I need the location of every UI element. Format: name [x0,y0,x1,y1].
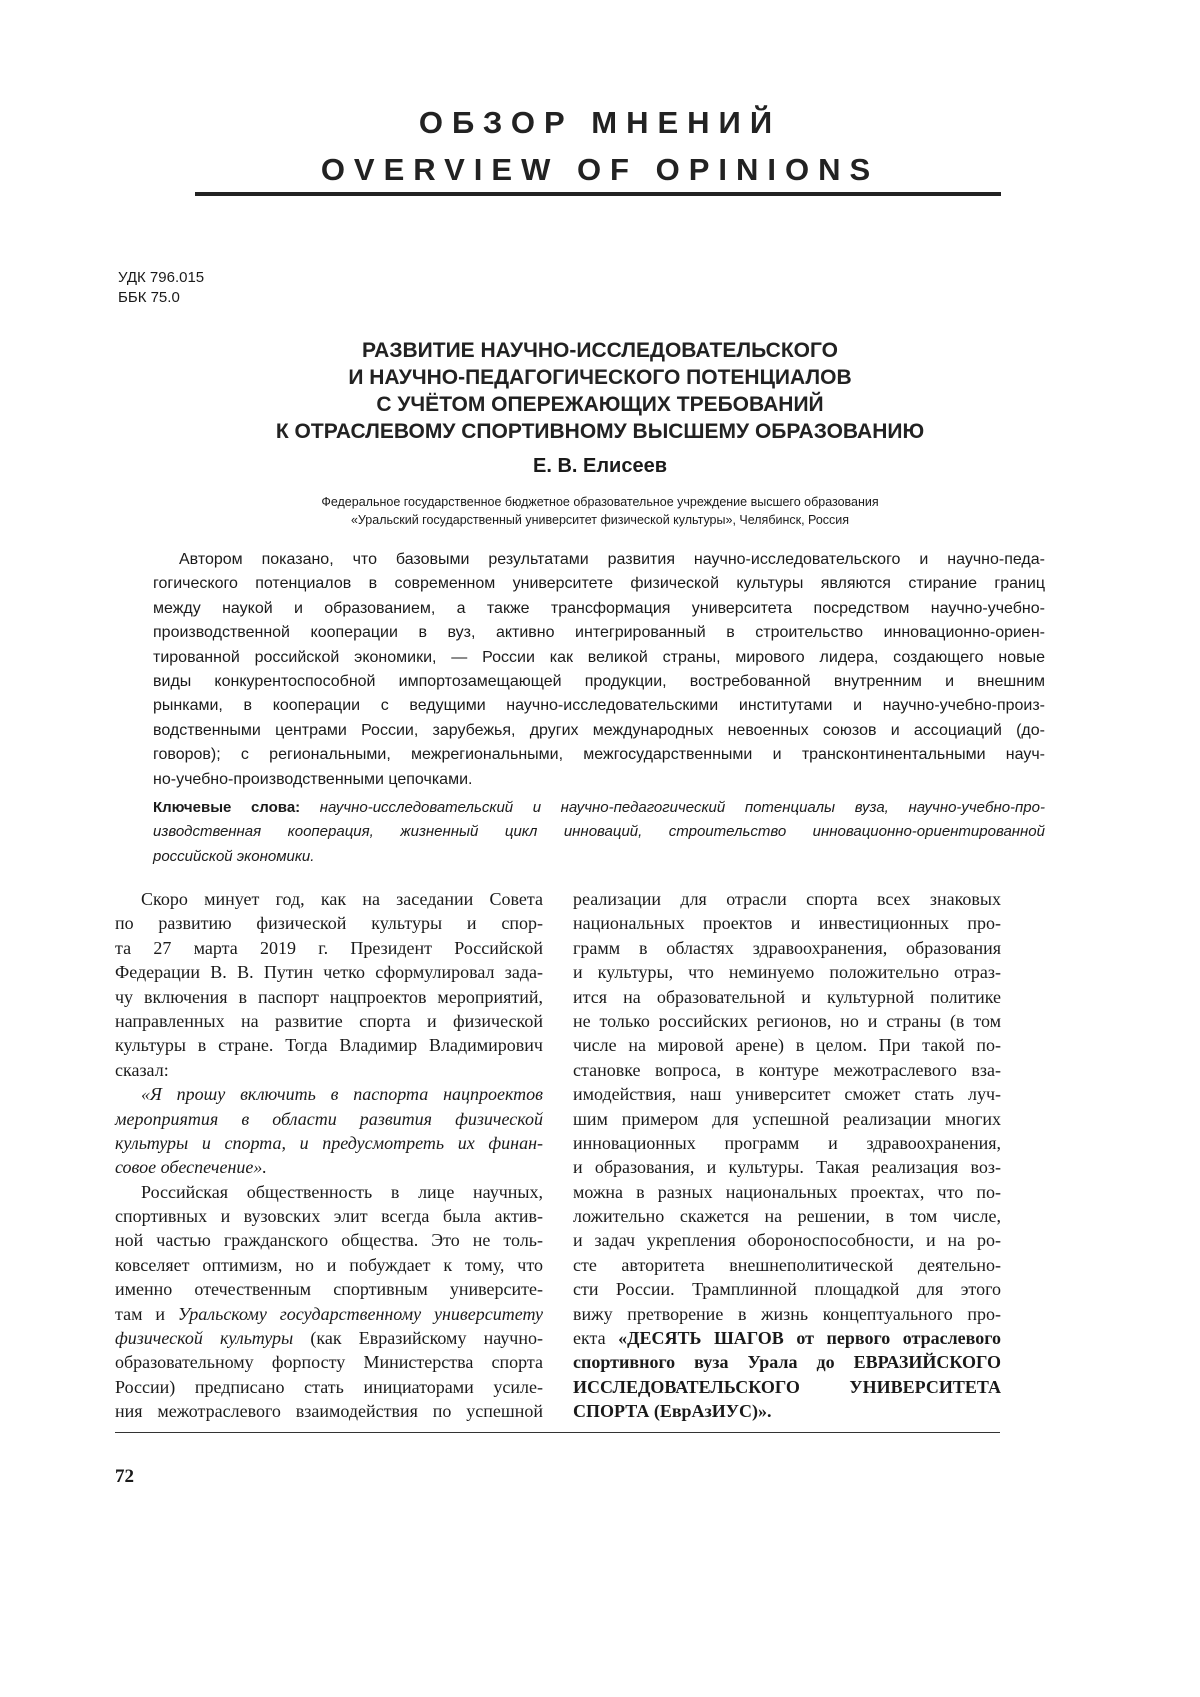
text-segment: екта [573,1328,619,1349]
text-line-content [153,719,1045,743]
bold-text: Ключевые слова: [153,799,320,816]
text-line-content [115,936,543,960]
text-line [573,1082,1001,1106]
text-line-content [573,1107,1001,1131]
text-line [115,1009,543,1033]
text-line [573,911,1001,935]
text-line [115,1180,543,1204]
bbk-code: ББК 75.0 [118,289,180,306]
text-line-content [115,1302,543,1326]
text-line [573,1253,1001,1277]
text-line [153,670,1045,694]
text-line-content [573,1204,1001,1228]
text-line [115,1253,543,1277]
italic-text: «Я прошу включить в паспорта нацпроектов [141,1084,543,1105]
text-line [115,1350,543,1374]
text-line-content [153,621,1045,645]
text-line-content [115,1326,543,1350]
text-line [573,1058,1001,1082]
text-line [573,960,1001,984]
text-line-content [573,1228,1001,1252]
text-line [115,1326,543,1350]
text-segment: водственными центрами России, зарубежья, других международных невоенных союзов и ассоциаций (до- [153,721,1045,739]
article-title-line: К ОТРАСЛЕВОМУ СПОРТИВНОМУ ВЫСШЕМУ ОБРАЗОВАНИЮ [275,420,925,443]
text-segment: Скоро минует год, как на заседании Совета [141,889,543,909]
text-line-content [573,1058,1001,1082]
text-line-content [573,1009,1001,1033]
text-segment: становке вопроса, в контуре межотраслевого вза- [573,1059,1001,1080]
text-line [573,1180,1001,1204]
text-line [115,1302,543,1326]
text-segment: производственной кооперации в вуз, активно интегрированный в строительство инновационно-ориен- [153,624,1045,642]
text-line-content [153,646,1045,670]
footer-rule [115,1432,1000,1433]
text-segment: Автором показано, что базовыми результатами развития научно-исследовательского и научно-педа- [179,551,1045,568]
text-segment: гогического потенциалов в современном университете физической культуры являются стирание границ [153,575,1045,593]
text-line-content [115,1033,543,1057]
text-line [115,1082,543,1106]
text-line [153,719,1045,743]
section-title-en: OVERVIEW OF OPINIONS [320,152,880,187]
text-line [573,1155,1001,1179]
text-segment: и задач укрепления обороноспособности, и на ро- [573,1230,1001,1251]
text-line-content [573,1302,1001,1326]
text-line-content [115,1155,267,1179]
header-rule [195,192,1001,196]
text-line [115,1058,543,1082]
text-line [573,985,1001,1009]
text-line-content [573,1155,1001,1179]
text-segment: грамм в областях здравоохранения, образования [573,937,1001,958]
text-line-content [115,1253,543,1277]
text-line-content [153,768,472,792]
text-segment: та 27 марта 2019 г. Президент Российской [115,937,543,958]
text-segment: именно отечественным спортивным университе- [115,1279,543,1300]
text-line [573,1228,1001,1252]
text-segment: культуры в стране. Тогда Владимир Владимирович [115,1035,543,1056]
keywords [153,796,1045,869]
text-line [153,845,1045,869]
affiliation-line: «Уральский государственный университет физической культуры», Челябинск, Россия [350,513,850,527]
text-line [573,1107,1001,1131]
text-segment: вижу претворение в жизнь концептуального про- [573,1303,1001,1324]
italic-text: культуры и спорта, и предусмотреть их финан- [115,1132,543,1153]
text-line-content [573,1180,1001,1204]
text-line [153,768,1045,792]
text-line-content [115,1375,543,1399]
affiliation [0,493,1200,529]
text-line-content [115,1228,543,1252]
text-line [573,1204,1001,1228]
text-line-content [573,985,1001,1009]
text-line-content [573,1399,772,1423]
text-line [153,694,1045,718]
author-name: Е. В. Елисеев [532,455,667,477]
text-line [153,572,1045,596]
italic-text: научно-исследовательский и научно-педагогический потенциалы вуза, научно-учебно-про- [319,799,1045,816]
page-number: 72 [115,1466,134,1487]
text-line [115,1277,543,1301]
text-line-content [153,796,1045,820]
text-line-content [115,911,543,935]
text-line [153,548,1045,572]
text-segment: (как Евразийскому научно- [293,1328,543,1349]
text-segment: национальных проектов и инвестиционных про- [573,913,1001,934]
text-line-content [573,1033,1001,1057]
text-segment: не только российских регионов, но и страны (в том [573,1010,1001,1031]
text-segment: Российская общественность в лице научных, [141,1181,543,1202]
text-line-content [141,887,543,911]
text-segment: чу включения в паспорт нацпроектов мероприятий, [115,986,543,1007]
text-line-content [573,1326,1001,1350]
text-line-content [115,1131,543,1155]
text-line-content [153,743,1045,767]
text-line-content [573,1350,1001,1374]
italic-text: российской экономики. [153,847,315,865]
text-line-content [573,1131,1001,1155]
text-line-content [153,597,1045,621]
text-line [153,743,1045,767]
text-segment: ложительно скажется на решении, в том числе, [573,1206,1001,1227]
text-segment: рынками, в кооперации с ведущими научно-исследовательскими институтами и научно-учебно-произ- [153,697,1045,715]
text-line [115,1204,543,1228]
text-line-content [153,572,1045,596]
text-line [153,820,1045,844]
text-segment: ится на образовательной и культурной политике [573,986,1001,1007]
italic-text: изводственная кооперация, жизненный цикл инноваций, строительство инновационно-ориентированной [153,823,1045,841]
body-column-left [115,887,543,1424]
body-column-right [573,887,1001,1424]
text-segment: реализации для отрасли спорта всех знаковых [573,889,1001,909]
text-line [573,1350,1001,1374]
text-segment: направленных на развитие спорта и физической [115,1010,543,1031]
text-segment: говоров); с региональными, межрегиональными, межгосударственными и трансконтинентальными науч- [153,746,1045,764]
text-segment: но-учебно-производственными цепочками. [153,770,473,788]
text-segment: сти России. Трамплинной площадкой для этого [573,1279,1001,1300]
text-segment: ния межотраслевого взаимодействия по успешной [115,1401,543,1422]
text-line [115,1155,543,1179]
text-line [115,1228,543,1252]
text-line [115,936,543,960]
text-segment: сказал: [115,1059,169,1080]
text-segment: России) предписано стать инициаторами усиле- [115,1376,543,1397]
bold-text: «ДЕСЯТЬ ШАГОВ от первого отраслевого [618,1328,1001,1349]
text-line-content [573,1277,1001,1301]
text-line [573,887,1001,911]
text-line-content [153,694,1045,718]
text-segment: тированной российской экономики, — России как великой страны, мирового лидера, создающего новые [153,648,1045,666]
text-segment: сте авторитета внешнеполитической деятельно- [573,1254,1001,1275]
italic-text: мероприятия в области развития физической [115,1108,543,1129]
text-line-content [115,1009,543,1033]
italic-text: совое обеспечение». [115,1157,267,1178]
bold-text: ИССЛЕДОВАТЕЛЬСКОГО УНИВЕРСИТЕТА [573,1376,1001,1397]
text-segment: между наукой и образованием, а также трансформация университета посредством научно-учебно- [153,599,1045,617]
text-segment: по развитию физической культуры и спор- [115,913,543,934]
text-segment: там и [115,1303,178,1324]
text-line-content [115,1107,543,1131]
text-line [573,1375,1001,1399]
text-segment: ковселяет оптимизм, но и побуждает к тому, что [115,1254,543,1275]
text-line-content [573,1082,1001,1106]
text-line [115,1107,543,1131]
text-line [115,1033,543,1057]
text-line [573,1277,1001,1301]
text-line [153,597,1045,621]
text-segment: ной частью гражданского общества. Это не толь- [115,1230,543,1251]
text-segment: можна в разных национальных проектах, что по- [573,1181,1001,1202]
text-line-content [141,1082,543,1106]
text-line-content [115,1058,169,1082]
text-segment: шим примером для успешной реализации многих [573,1108,1001,1129]
text-line-content [115,1399,543,1423]
text-line-content [573,887,1001,911]
text-segment: виды конкурентоспособной импортозамещающей продукции, востребованной внутренним и внешним [153,672,1045,690]
text-line-content [115,1204,543,1228]
text-line-content [141,1180,543,1204]
text-line [573,1131,1001,1155]
text-line-content [115,985,543,1009]
article-title-line: И НАУЧНО-ПЕДАГОГИЧЕСКОГО ПОТЕНЦИАЛОВ [348,366,852,389]
text-line-content [573,960,1001,984]
text-line [115,1131,543,1155]
text-line-content [153,845,314,869]
text-segment: Федерации В. В. Путин четко сформулировал зада- [115,962,543,983]
text-line-content [573,911,1001,935]
text-line [573,1009,1001,1033]
text-line-content [153,670,1045,694]
text-line-content [115,960,543,984]
bold-text: спортивного вуза Урала до ЕВРАЗИЙСКОГО [573,1352,1001,1373]
text-segment: числе на мировой арене) в целом. При такой по- [573,1035,1001,1056]
article-title [0,337,1200,445]
text-segment: образовательному форпосту Министерства спорта [115,1352,543,1373]
text-segment: инновационных программ и здравоохранения, [573,1132,1001,1153]
udc-code: УДК 796.015 [118,269,205,286]
text-line-content [573,1253,1001,1277]
text-line [573,1033,1001,1057]
text-line [573,1326,1001,1350]
article-title-line: РАЗВИТИЕ НАУЧНО-ИССЛЕДОВАТЕЛЬСКОГО [362,339,838,362]
italic-text: Уральскому государственному университету [177,1303,543,1324]
text-line [115,960,543,984]
text-segment: имодействия, наш университет сможет стать луч- [573,1084,1001,1105]
text-line [573,1399,1001,1423]
italic-text: физической культуры [115,1328,294,1349]
affiliation-line: Федеральное государственное бюджетное образовательное учреждение высшего образования [321,495,879,509]
text-line-content [153,820,1045,844]
text-line [115,985,543,1009]
abstract [153,548,1045,792]
text-line [115,1399,543,1423]
section-title-ru: ОБЗОР МНЕНИЙ [418,105,782,140]
text-segment: спортивных и вузовских элит всегда была актив- [115,1206,543,1227]
bold-text: СПОРТА (ЕврАзИУС)». [573,1401,772,1422]
article-title-line: С УЧЁТОМ ОПЕРЕЖАЮЩИХ ТРЕБОВАНИЙ [376,393,824,416]
text-line-content [179,548,1045,572]
text-line-content [573,936,1001,960]
text-segment: и культуры, что неминуемо положительно отраз- [573,962,1001,983]
text-line [115,887,543,911]
text-line [153,646,1045,670]
text-line [573,1302,1001,1326]
text-line [153,621,1045,645]
text-line [115,911,543,935]
text-line-content [115,1277,543,1301]
text-line-content [573,1375,1001,1399]
text-segment: и образования, и культуры. Такая реализация воз- [573,1157,1001,1178]
text-line [115,1375,543,1399]
text-line-content [115,1350,543,1374]
text-line [153,796,1045,820]
text-line [573,936,1001,960]
